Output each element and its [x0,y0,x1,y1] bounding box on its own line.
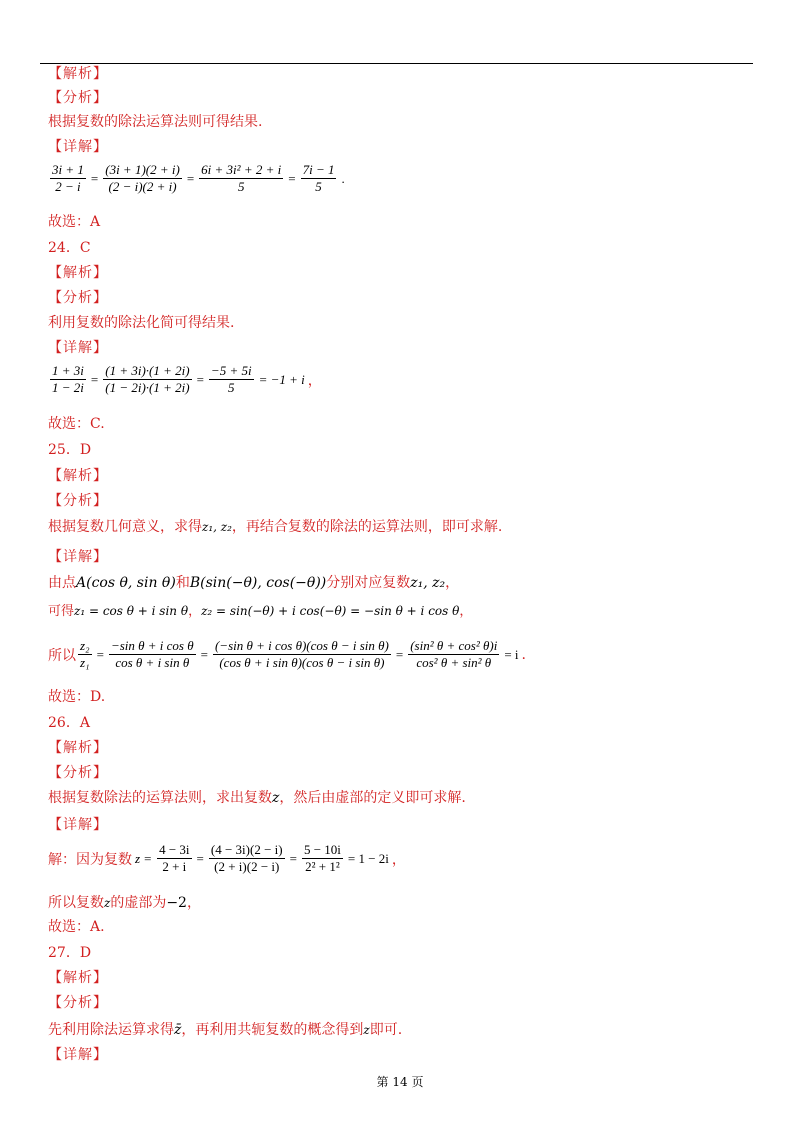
q25-line1: 由点A(cos θ, sin θ)和B(sin(−θ), cos(−θ))分别对应复数z₁, z₂， [48,575,460,591]
q26-equation: 解：因为复数 z = $\frac{4 - 3i}{2 + i}$ = $\frac{(4 - 3i)(2 - i)}{(2 + i)(2 - i)}$ = $\frac{5 - 10i}{\text{2² + 1²}}$ = 1 − 2i ， [48,842,406,874]
q25-heading: 25．D [48,442,92,458]
fenxi-label: 【分析】 [48,493,108,509]
xiangjie-label: 【详解】 [48,549,108,565]
jiexi-label: 【解析】 [48,740,108,756]
q23-equation: $\frac{3i + 1}{2 - i}$ = $\frac{(3i + 1)(2 + i)}{(2 - i)(2 + i)}$ = $\frac{\text{6i + 3i² + 2 + i}}{5}$ = $\frac{7i - 1}{5}$ . [52,162,345,194]
jiexi-label: 【解析】 [48,66,108,82]
q25-line2: 可得z₁ = cos θ + i sin θ，z₂ = sin(−θ) + i cos(−θ) = −sin θ + i cos θ， [48,604,473,619]
fenxi-label: 【分析】 [48,765,108,781]
q26-heading: 26．A [48,715,90,731]
q24-answer: 故选：C. [48,416,105,432]
jiexi-label: 【解析】 [48,970,108,986]
xiangjie-label: 【详解】 [48,1047,108,1063]
page-number: 第 14 页 [376,1075,424,1089]
jiexi-label: 【解析】 [48,265,108,281]
fenxi-label: 【分析】 [48,90,108,106]
q27-heading: 27．D [48,945,92,961]
q23-analysis: 根据复数的除法运算法则可得结果. [48,114,263,130]
fenxi-label: 【分析】 [48,995,108,1011]
xiangjie-label: 【详解】 [48,340,108,356]
fenxi-label: 【分析】 [48,290,108,306]
q24-analysis: 利用复数的除法化简可得结果. [48,315,235,331]
q26-imag-part: 所以复数z的虚部为−2， [48,895,201,911]
q25-equation: 所以 $\frac{\text{z₂}}{\text{z₁}}$ = $\frac{\text{−sin θ + i cos θ}}{\text{cos θ + i sin θ}}$ = $\frac{\text{(−sin θ + i cos θ)(cos θ − i sin θ)}}{\text{(cos θ + i sin θ)(cos θ − i sin θ)}}$ = $\frac{\text{(sin² θ + cos² θ)i}}{\text{cos² θ + sin² θ}}$ = i . [48,638,526,670]
xiangjie-label: 【详解】 [48,817,108,833]
jiexi-label: 【解析】 [48,468,108,484]
xiangjie-label: 【详解】 [48,139,108,155]
q24-equation: $\frac{1 + 3i}{1 - 2i}$ = $\frac{(1 + 3i)\cdot(1 + 2i)}{(1 - 2i)\cdot(1 + 2i)}$ = $\frac{-5 + 5i}{5}$ = −1 + i ， [52,363,322,395]
q26-answer: 故选：A. [48,919,105,935]
header-rule [40,63,753,64]
q27-analysis: 先利用除法运算求得z̄，再利用共轭复数的概念得到z即可. [48,1022,403,1038]
q26-analysis: 根据复数除法的运算法则，求出复数z，然后由虚部的定义即可求解. [48,790,466,806]
q23-answer: 故选：A [48,214,101,230]
q25-analysis: 根据复数几何意义，求得z₁, z₂，再结合复数的除法的运算法则，即可求解. [48,519,503,535]
q25-answer: 故选：D. [48,689,106,705]
q24-heading: 24．C [48,240,91,256]
